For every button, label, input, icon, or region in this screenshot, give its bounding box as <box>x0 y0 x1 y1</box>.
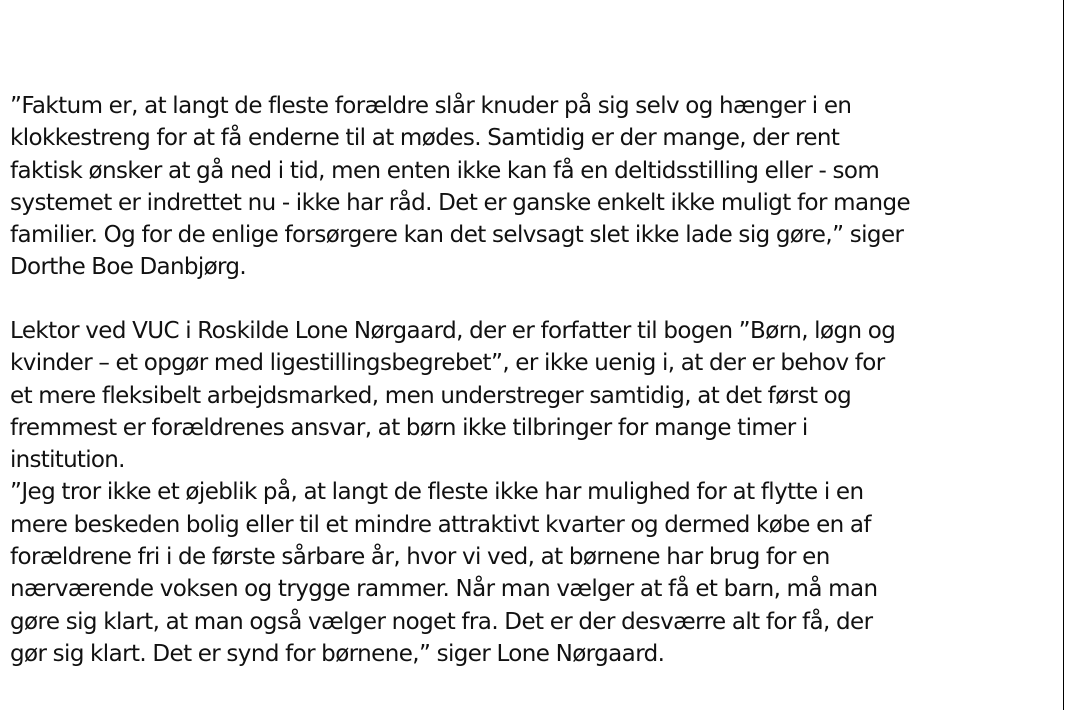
text-line: kvinder – et opgør med ligestillingsbegrebet”, er ikke uenig i, at der er behov for <box>10 350 885 377</box>
text-line: gøre sig klart, at man også vælger noget fra. Det er der desværre alt for få, der <box>10 608 873 635</box>
text-line: Lektor ved VUC i Roskilde Lone Nørgaard, der er forfatter til bogen ”Børn, løgn og <box>10 318 896 344</box>
text-line: nærværende voksen og trygge rammer. Når man vælger at få et barn, må man <box>10 576 878 603</box>
text-line: klokkestreng for at få enderne til at mødes. Samtidig er der mange, der rent <box>10 125 840 152</box>
text-line: gør sig klart. Det er synd for børnene,” siger Lone Nørgaard. <box>10 640 665 667</box>
text-line: Dorthe Boe Danbjørg. <box>10 254 247 281</box>
text-line: forældrene fri i de første sårbare år, hvor vi ved, at børnene har brug for en <box>10 544 830 571</box>
paragraph-norgaard <box>10 315 1062 670</box>
text-line: systemet er indrettet nu - ikke har råd. Det er ganske enkelt ikke muligt for mange <box>10 189 911 216</box>
text-line: faktisk ønsker at gå ned i tid, men enten ikke kan få en deltidsstilling eller - som <box>10 157 880 184</box>
text-line: familier. Og for de enlige forsørgere kan det selvsagt slet ikke lade sig gøre,” siger <box>10 222 904 249</box>
text-line: mere beskeden bolig eller til et mindre attraktivt kvarter og dermed købe en af <box>10 511 871 538</box>
paragraph-quote-danbjorg <box>10 90 1062 284</box>
text-line: fremmest er forældrenes ansvar, at børn ikke tilbringer for mange timer i <box>10 414 808 441</box>
text-line: institution. <box>10 447 125 474</box>
text-line: ”Jeg tror ikke et øjeblik på, at langt de fleste ikke har mulighed for at flytte i en <box>10 479 864 506</box>
text-line: et mere fleksibelt arbejdsmarked, men understreger samtidig, at det først og <box>10 382 852 409</box>
text-line: ”Faktum er, at langt de fleste forældre slår knuder på sig selv og hænger i en <box>10 93 852 119</box>
